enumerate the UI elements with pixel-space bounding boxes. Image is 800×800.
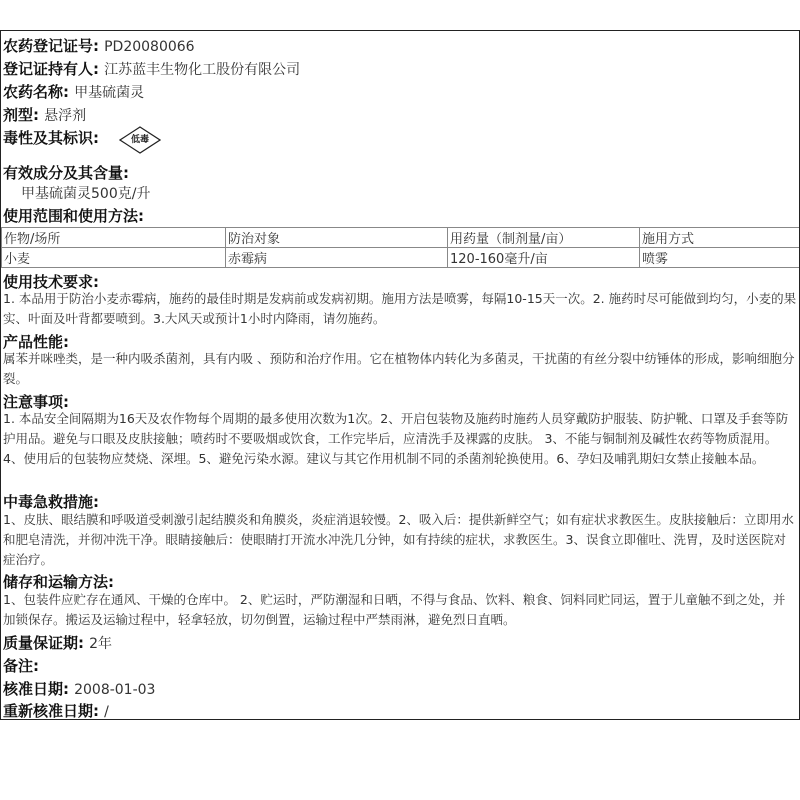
header-method: 施用方式	[640, 228, 800, 248]
reapproval-row	[3, 700, 109, 720]
firstaid-text: 1、皮肤、眼结膜和呼吸道受刺激引起结膜炎和角膜炎，炎症消退较慢。2、吸入后：提供新鲜空气；如有症状求教医生。皮肤接触后：立即用水和肥皂清洗，并彻冲洗干净。眼睛接触后：使眼睛打开流水冲洗几分钟，如有持续的症状，求教医生。3、误食立即催吐、洗胃，及时送医院对症治疗。	[3, 512, 794, 567]
formulation-label: 剂型:	[3, 106, 39, 124]
warranty-value: 2年	[89, 636, 113, 652]
firstaid-heading: 中毒急救措施:	[3, 493, 99, 511]
ingredients-label: 有效成分及其含量:	[3, 164, 129, 182]
reapproval-label: 重新核准日期:	[3, 702, 99, 720]
warranty-label: 质量保证期:	[3, 634, 84, 652]
toxicity-label: 毒性及其标识:	[3, 129, 99, 147]
holder-row	[3, 58, 300, 79]
table-row	[2, 248, 800, 268]
remarks-row	[3, 655, 39, 676]
notes-text: 1. 本品安全间隔期为16天及农作物每个周期的最多使用次数为1次。2、开启包装物及施药时施药人员穿戴防护服装、防护靴、口罩及手套等防护用品。避免与口眼及皮肤接触；喷药时不要吸烟或饮食，工作完毕后，应清洗手及裸露的皮肤。 3、不能与铜制剂及碱性农药等物质混用。4、使用后的包装物应焚烧、深埋。5、避免污染水源。建议与其它作用机制不同的杀菌剂轮换使用。6、孕妇及哺乳期妇女禁止接触本品。	[3, 411, 789, 466]
approval-value: 2008-01-03	[74, 682, 156, 698]
ingredients-value: 甲基硫菌灵500克/升	[21, 186, 151, 202]
approval-row	[3, 678, 155, 699]
usage-heading: 使用范围和使用方法:	[3, 207, 144, 225]
formulation-value: 悬浮剂	[44, 108, 87, 124]
tech-text: 1. 本品用于防治小麦赤霉病，施药的最佳时期是发病前或发病初期。施用方法是喷雾，每隔10-15天一次。2. 施药时尽可能做到均匀，小麦的果实、叶面及叶背都要喷到。3.大风天或预计1小时内降雨，请勿施药。	[3, 291, 797, 326]
header-dosage: 用药量（制剂量/亩）	[448, 228, 640, 248]
reapproval-value: /	[104, 704, 109, 720]
cell-crop: 小麦	[2, 248, 226, 268]
registration-label: 农药登记证号:	[3, 37, 99, 55]
name-label: 农药名称:	[3, 83, 69, 101]
registration-value: PD20080066	[104, 39, 195, 55]
tech-heading: 使用技术要求:	[3, 273, 99, 291]
name-value: 甲基硫菌灵	[74, 85, 145, 101]
performance-heading: 产品性能:	[3, 333, 69, 351]
warranty-row	[3, 632, 112, 653]
cell-target: 赤霉病	[226, 248, 448, 268]
name-row	[3, 81, 144, 102]
cell-method: 喷雾	[640, 248, 800, 268]
notes-heading: 注意事项:	[3, 393, 69, 411]
usage-header-row	[2, 228, 800, 248]
badge-text: 低毒	[130, 135, 149, 145]
holder-value: 江苏蓝丰生物化工股份有限公司	[104, 62, 301, 78]
cell-dosage: 120-160毫升/亩	[448, 248, 640, 268]
storage-heading: 储存和运输方法:	[3, 573, 114, 591]
storage-text: 1、包装件应贮存在通风、干燥的仓库中。 2、贮运时，严防潮湿和日晒，不得与食品、饮料、粮食、饲料同贮同运，置于儿童触不到之处，并加锁保存。搬运及运输过程中，轻拿轻放，切勿倒置，运输过程中严禁雨淋，避免烈日直晒。	[3, 592, 786, 627]
approval-label: 核准日期:	[3, 680, 69, 698]
formulation-row	[3, 104, 86, 125]
header-target: 防治对象	[226, 228, 448, 248]
remarks-label: 备注:	[3, 657, 39, 675]
toxicity-row	[3, 127, 99, 148]
usage-table	[1, 227, 800, 268]
header-crop: 作物/场所	[2, 228, 226, 248]
registration-row	[3, 35, 195, 56]
holder-label: 登记证持有人:	[3, 60, 99, 78]
low-toxicity-badge	[119, 126, 161, 154]
performance-text: 属苯并咪唑类，是一种内吸杀菌剂，具有内吸 、预防和治疗作用。它在植物体内转化为多菌灵，干扰菌的有丝分裂中纺锤体的形成，影响细胞分裂。	[3, 351, 795, 386]
label-document	[0, 30, 800, 720]
ingredients-row	[3, 162, 129, 183]
